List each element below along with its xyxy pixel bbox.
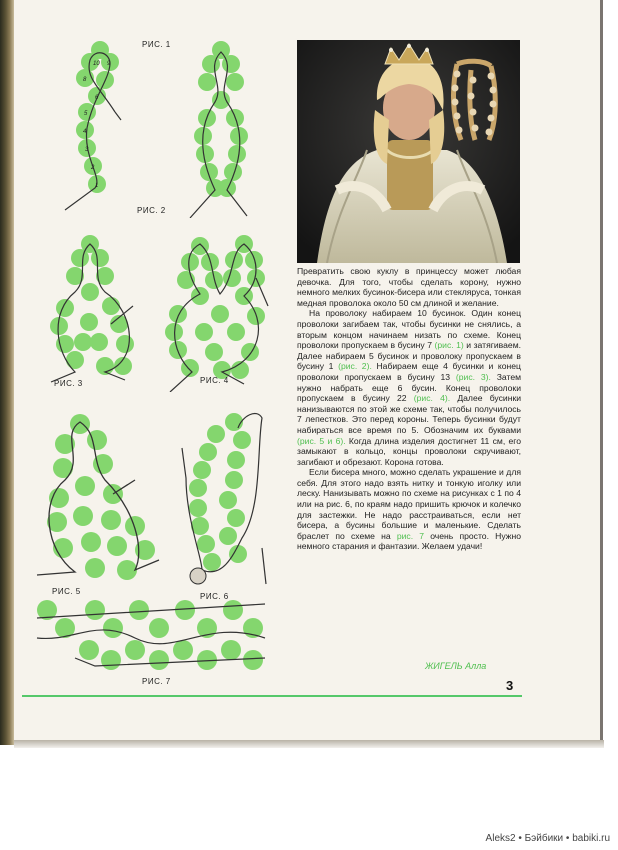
paragraph-2: На проволоку набираем 10 бусинок. Один конец проволоки загибаем так, чтобы бусинки не снялись, а вторым концом начинаем низать по схеме. Конец проволоки пропускаем в бусину 7 (рис. 1) и затягиваем. Далее набираем 5 бусинок и проволоку пропускаем в бусину 1 (рис. 2). Набираем еще 4 бусинки и конец проволоки пропускаем в бусину 13 (рис. 3). Затем нужно набрать еще 6 бусин. Конец проволоки пропускаем в бусину 22 (рис. 4). Далее бусинки нанизываются по этой же схеме так, чтобы получилось 7 лепестков. Это перед короны. Теперь бусинки будут набираться все время по 5. Обозначим их буквами (рис. 5 и 6). Когда длина изделия достигнет 11 см, его замыкают в кольцо, концы проволоки скручивают, загибают и обрезают. Корона готова. bbox=[297, 308, 522, 467]
fig3-diagram bbox=[45, 232, 145, 392]
fig6-diagram bbox=[172, 408, 272, 590]
fig1-diagram bbox=[55, 38, 135, 218]
page-edge bbox=[600, 0, 603, 748]
svg-text:9: 9 bbox=[107, 61, 111, 67]
fig2-label: РИС. 2 bbox=[137, 206, 166, 215]
page-shadow bbox=[14, 740, 604, 748]
fig5-diagram bbox=[35, 410, 170, 585]
footer-rule bbox=[22, 695, 522, 697]
svg-text:1: 1 bbox=[95, 183, 99, 189]
fig4-diagram bbox=[160, 232, 270, 392]
binding-edge bbox=[0, 0, 14, 745]
svg-text:5: 5 bbox=[84, 111, 88, 117]
fig5-label: РИС. 5 bbox=[52, 587, 81, 596]
page-number: 3 bbox=[506, 678, 514, 693]
author-name: ЖИГЕЛЬ Алла bbox=[425, 661, 487, 671]
svg-text:6: 6 bbox=[95, 95, 99, 101]
fig4-label: РИС. 4 bbox=[200, 376, 229, 385]
watermark-text: Aleks2 • Бэйбики • babiki.ru bbox=[485, 833, 610, 844]
svg-text:10: 10 bbox=[93, 61, 100, 67]
svg-text:3: 3 bbox=[85, 147, 89, 153]
svg-text:8: 8 bbox=[83, 77, 87, 83]
fig3-label: РИС. 3 bbox=[54, 379, 83, 388]
paragraph-1: Превратить свою куклу в принцессу может любая девочка. Для того, чтобы сделать корону, нужно немного мелких бусинок-бисера или стекляруса, тонкая медная проволока около 50 см длиной и желание. bbox=[297, 266, 521, 308]
svg-text:2: 2 bbox=[91, 165, 95, 171]
paragraph-3: Если бисера много, можно сделать украшение и для себя. Для этого надо взять нитку и тонкую иголку или леску. Нанизывать можно по схеме на рисунках с 1 по 4 или на рис. 6, по краям надо пришить крючок и колечко для застежки. Не надо расстраиваться, если нет бисера, а бусины большие и маленькие. Сделать браслет по схеме на рис. 7 очень просто. Нужно немного старания и фантазии. Желаем удачи! bbox=[297, 467, 521, 552]
doll-photo bbox=[297, 40, 520, 263]
fig1-label: РИС. 1 bbox=[142, 40, 171, 49]
svg-text:4: 4 bbox=[83, 129, 87, 135]
fig6-label: РИС. 6 bbox=[200, 592, 229, 601]
fig2-diagram bbox=[185, 38, 260, 218]
fig7-label: РИС. 7 bbox=[142, 677, 171, 686]
article-text bbox=[297, 266, 521, 552]
fig7-diagram bbox=[35, 598, 270, 678]
